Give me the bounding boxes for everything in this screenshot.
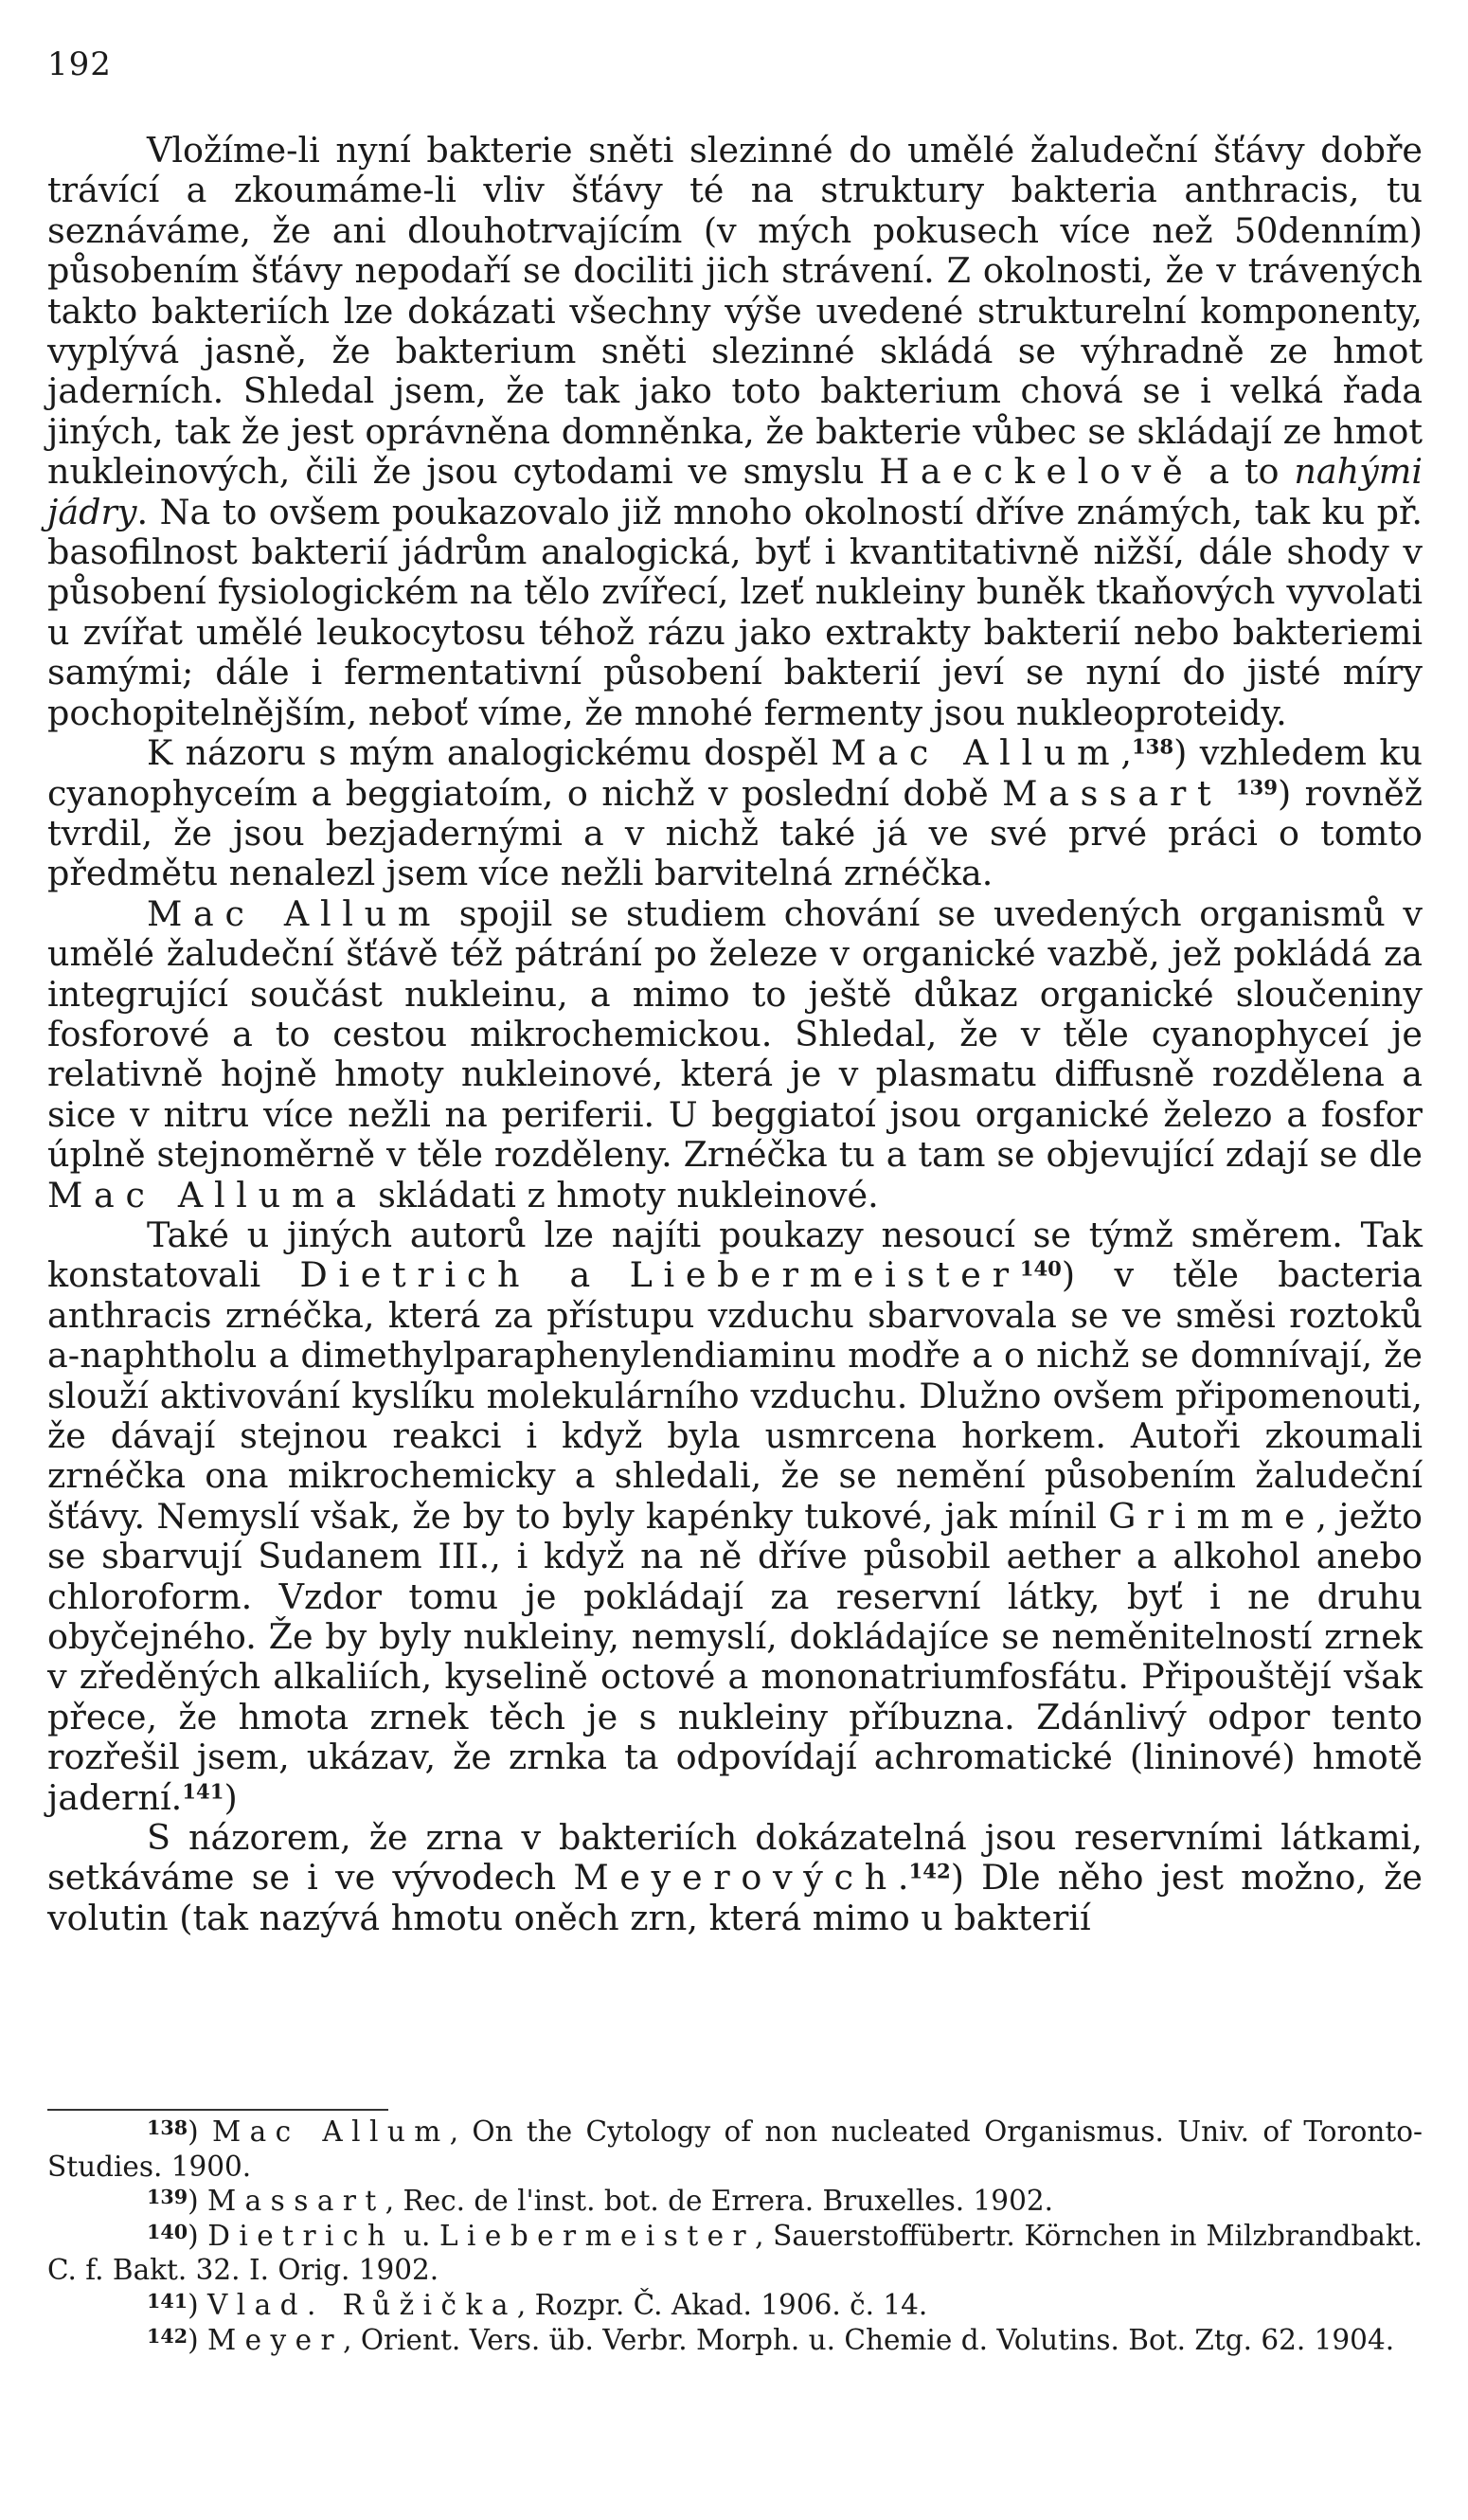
- footnote-number: 139: [147, 2185, 188, 2208]
- text-run: ) v těle bacteria anthracis zrnéčka, která za přístupu vzduchu sbarvovala se ve směsi roztoků a-naphtholu a dimethylparaphenylendiaminu modře a o nichž se domnívají, že slouží aktivování kyslíku molekulárního vzduchu. Dlužno ovšem připomenouti, že dávají stejnou reakci i když byla usmrcena horkem. Autoři zkoumali zrnéčka ona mikrochemicky a shledali, že se nemění působením žaludeční šťávy. Nemyslí však, že by to byly kapénky tukové, jak mínil: [47, 1254, 1423, 1537]
- text-run: .: [897, 1857, 909, 1899]
- text-run: ): [188, 2115, 212, 2148]
- author-name: Mac Allum: [147, 892, 442, 934]
- text-run: ): [188, 2323, 207, 2356]
- footnote: [47, 2184, 1423, 2219]
- text-run: Vložíme-li nyní bakterie sněti slezinné do umělé žaludeční šťávy dobře trávící a zkoumáme-li vliv šťávy té na struktury bakteria anthracis, tu seznáváme, že ani dlouhotrvajícím (v mých pokusech více než 50denním) působením šťávy nepodaří se dociliti jich strávení. Z okolnosti, že v trávených takto bakteriích lze dokázati všechny výše uvedené strukturelní komponenty, vyplývá jasně, že bakterium sněti slezinné skládá se výhradně ze hmot jaderních. Shledal jsem, že tak jako toto bakterium chová se i velká řada jiných, tak že jest oprávněna domněnka, že bakterie vůbec se skládají ze hmot nukleinových, čili že jsou cytodami ve smyslu: [47, 130, 1423, 493]
- text-run: , ježto se sbarvují Sudanem III., i když na ně dříve působil aether a alkohol anebo chloroform. Vzdor tomu je pokládají za reservní látky, byť i ne druhu obyčejného. Že by byly nukleiny, nemyslí, dokládajíce se neměnitelností zrnek v zředěných alkaliích, kyselině octové a mononatriumfosfátu. Připouštějí však přece, že hmota zrnek těch je s nukleiny příbuzna. Zdánlivý odpor tento rozřešil jsem, ukázav, že zrnka ta odpovídají achromatické (lininové) hmotě jaderní.: [47, 1495, 1423, 1818]
- footnote-number: 142: [147, 2324, 188, 2348]
- footnote-separator: [47, 2109, 388, 2111]
- text-run: ) Dle něho jest možno, že volutin (tak nazývá hmotu oněch zrn, která mimo u bakterií: [47, 1857, 1423, 1938]
- author-name: Liebermeister: [439, 2219, 756, 2252]
- text-run: ): [188, 2288, 207, 2321]
- author-name: Dietrich: [299, 1254, 531, 1296]
- text-run: , Sauerstoffübertr. Körnchen in Milzbrandbakt. C. f. Bakt. 32. I. Orig. 1902.: [47, 2219, 1423, 2287]
- footnote: [47, 2323, 1423, 2358]
- author-name: Dietrich: [207, 2219, 395, 2252]
- author-name: Mac Allum: [831, 732, 1121, 774]
- author-name: Vlad. Růžička: [206, 2288, 517, 2321]
- footnote-reference: 139: [1235, 774, 1278, 799]
- text-run: . Na to ovšem poukazovalo již mnoho okolností dříve známých, tak ku př. basofilnost bakterií jádrům analogická, byť i kvantitativně nižší, dále shody v působení fysiologickém na tělo zvířecí, lzeť nukleiny buněk tkaňových vyvolati u zvířat umělé leukocytosu téhož rázu jako extrakty bakterií nebo bakteriemi samými; dále i fermentativní působení bakterií jeví se nyní do jisté míry pochopitelnějším, neboť víme, že mnohé fermenty jsou nukleoproteidy.: [47, 491, 1423, 733]
- text-run: , Orient. Vers. üb. Verbr. Morph. u. Chemie d. Volutins. Bot. Ztg. 62. 1904.: [343, 2323, 1395, 2356]
- body-text: [47, 131, 1423, 1938]
- emphasized-text: nahými jádry: [47, 451, 1423, 532]
- footnote-number: 138: [147, 2115, 188, 2139]
- text-run: spojil se studiem chování se uvedených organismů v umělé žaludeční šťávě též pátrání po železe v organické vazbě, jež pokládá za integrující součást nukleinu, a mimo to ještě důkaz organické sloučeniny fosforové a to cestou mikrochemickou. Shledal, že v těle cyanophyceí je relativně hojně hmoty nukleinové, která je v plasmatu diffusně rozdělena a sice v nitru více nežli na periferii. U beggiatoí jsou organické železo a fosfor úplně stejnoměrně v těle rozděleny. Zrnéčka tu a tam se objevující zdají se dle: [47, 892, 1423, 1176]
- author-name: Liebermeister: [629, 1254, 1020, 1296]
- page-number: 192: [47, 45, 112, 83]
- author-name: Mac Alluma: [47, 1174, 367, 1215]
- paragraph: [47, 131, 1423, 733]
- text-run: K názoru s mým analogickému dospěl: [147, 732, 832, 774]
- footnotes: [47, 2115, 1423, 2357]
- author-name: Meyer: [206, 2323, 344, 2356]
- author-name: Massart: [1002, 772, 1223, 814]
- author-name: Haeckelově: [879, 451, 1194, 493]
- text-run: , Rec. de l'inst. bot. de Errera. Bruxelles. 1902.: [385, 2185, 1053, 2218]
- footnote-number: 141: [147, 2289, 188, 2313]
- footnote-reference: 142: [908, 1859, 951, 1883]
- text-run: a to: [1193, 451, 1295, 493]
- paragraph: [47, 1818, 1423, 1938]
- text-run: a: [530, 1254, 630, 1296]
- text-run: skládati z hmoty nukleinové.: [367, 1174, 879, 1215]
- footnote-reference: 138: [1131, 734, 1174, 759]
- author-name: Mac Allum: [211, 2115, 450, 2148]
- footnote-reference: 141: [182, 1779, 224, 1804]
- text-run: Také u jiných autorů lze najíti poukazy nesoucí se týmž směrem. Tak konstatovali: [47, 1214, 1423, 1296]
- footnote: [47, 2288, 1423, 2323]
- author-name: Meyerových: [573, 1857, 898, 1899]
- text-run: ): [188, 2185, 207, 2218]
- text-run: , On the Cytology of non nucleated Organismus. Univ. of Toronto-Studies. 1900.: [47, 2115, 1423, 2183]
- author-name: Grimme: [1108, 1495, 1316, 1537]
- text-run: ) vzhledem ku cyanophyceím a beggiatoím, o nichž v poslední době: [47, 732, 1423, 814]
- paragraph: [47, 894, 1423, 1215]
- text-run: ) rovněž tvrdil, že jsou bezjadernými a v nichž také já ve své prvé práci o tomto předmětu nenalezl jsem více nežli barvitelná zrnéčka.: [47, 772, 1423, 894]
- footnote-number: 140: [147, 2220, 188, 2243]
- text-run: [1222, 773, 1235, 814]
- footnote-reference: 140: [1019, 1256, 1062, 1281]
- text-run: S názorem, že zrna v bakteriích dokázatelná jsou reservními látkami, setkáváme se i ve vývodech: [47, 1817, 1423, 1899]
- paragraph: [47, 1215, 1423, 1818]
- text-run: , Rozpr. Č. Akad. 1906. č. 14.: [516, 2288, 928, 2321]
- text-run: ): [188, 2219, 208, 2252]
- text-run: u.: [394, 2219, 440, 2252]
- paragraph: [47, 733, 1423, 894]
- footnote: [47, 2219, 1423, 2288]
- footnote: [47, 2115, 1423, 2184]
- author-name: Massart: [206, 2185, 385, 2218]
- text-run: ): [224, 1776, 238, 1818]
- text-run: ,: [1120, 732, 1132, 774]
